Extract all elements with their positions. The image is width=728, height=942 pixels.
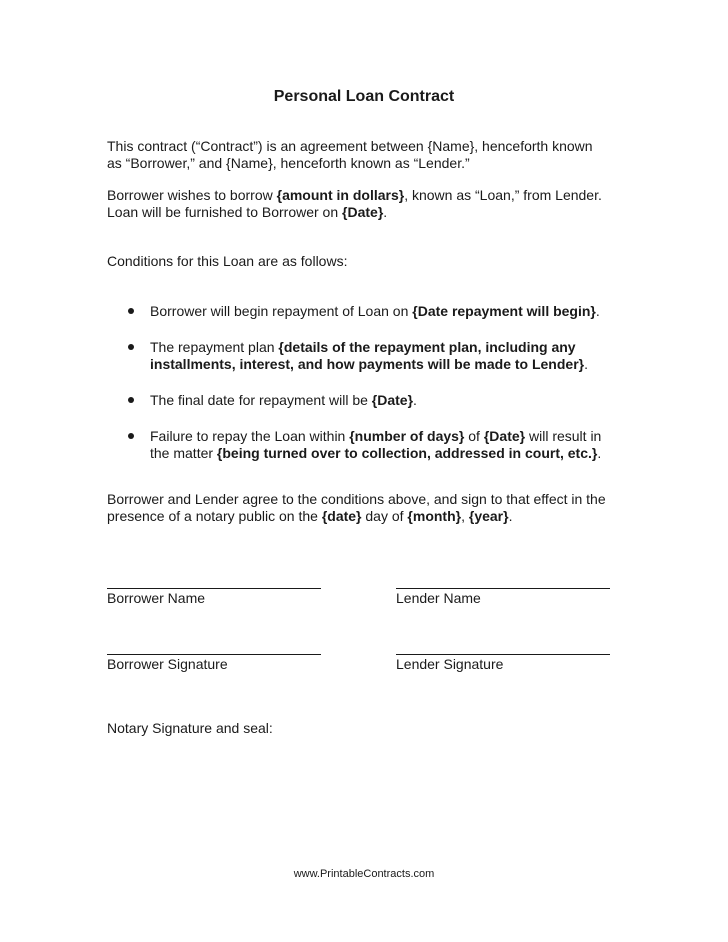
condition-3-text: The final date for repayment will be (150, 392, 372, 408)
amount-placeholder: {amount in dollars} (276, 187, 405, 203)
condition-4-days-placeholder: {number of days} (349, 428, 465, 444)
condition-4-text-2: of (464, 428, 484, 444)
bullet-icon (128, 433, 134, 439)
condition-2-placeholder-2: installments, interest, and how payments will be made to Lender} (150, 356, 585, 372)
notary-label: Notary Signature and seal: (107, 720, 273, 736)
conditions-intro: Conditions for this Loan are as follows: (107, 253, 348, 269)
agreement-text-4: , (461, 508, 469, 524)
agreement-date-placeholder: {date} (321, 508, 362, 524)
lender-signature-label: Lender Signature (396, 656, 504, 672)
condition-3-placeholder: {Date} (371, 392, 414, 408)
condition-4-end: . (597, 445, 602, 461)
borrow-text-1: Borrower wishes to borrow (107, 187, 277, 203)
condition-1-text: Borrower will begin repayment of Loan on (150, 303, 413, 319)
condition-4-text-1: Failure to repay the Loan within (150, 428, 350, 444)
condition-2-placeholder-1: {details of the repayment plan, including any (278, 339, 576, 355)
borrower-name-line[interactable] (107, 588, 321, 589)
footer-url: www.PrintableContracts.com (293, 868, 435, 880)
intro-line-2: as “Borrower,” and {Name}, henceforth known as “Lender.” (107, 155, 470, 171)
condition-item-failure (107, 428, 627, 462)
condition-4-consequence-placeholder: {being turned over to collection, addressed in court, etc.} (216, 445, 598, 461)
document-title: Personal Loan Contract (273, 88, 455, 105)
agreement-text-3: day of (361, 508, 408, 524)
borrow-text-2: , known as “Loan,” from Lender. (404, 187, 602, 203)
conditions-list (107, 303, 627, 481)
condition-4-date-placeholder: {Date} (483, 428, 526, 444)
lender-signature-line[interactable] (396, 654, 610, 655)
borrower-signature-label: Borrower Signature (107, 656, 228, 672)
condition-3-end: . (413, 392, 417, 408)
bullet-icon (128, 397, 134, 403)
borrow-text-4: . (383, 204, 388, 220)
condition-2-text: The repayment plan (150, 339, 279, 355)
condition-item-repayment-plan (107, 339, 627, 373)
agreement-paragraph (107, 491, 627, 525)
condition-4-text-3: will result in (525, 428, 602, 444)
agreement-text-1: Borrower and Lender agree to the conditions above, and sign to that effect in the (107, 491, 606, 507)
bullet-icon (128, 344, 134, 350)
intro-paragraph (107, 138, 627, 172)
condition-1-end: . (595, 303, 600, 319)
borrow-paragraph (107, 187, 627, 221)
agreement-year-placeholder: {year} (468, 508, 509, 524)
borrow-text-3: Loan will be furnished to Borrower on (107, 204, 343, 220)
lender-name-label: Lender Name (396, 590, 481, 606)
furnish-date-placeholder: {Date} (342, 204, 384, 220)
condition-2-end: . (584, 356, 588, 372)
bullet-icon (128, 308, 134, 314)
intro-line-1: This contract (“Contract”) is an agreement between {Name}, henceforth known (107, 138, 593, 154)
borrower-name-label: Borrower Name (107, 590, 206, 606)
condition-item-final-date (107, 392, 627, 409)
lender-name-line[interactable] (396, 588, 610, 589)
agreement-text-5: . (508, 508, 513, 524)
condition-item-repayment-start (107, 303, 627, 320)
condition-1-placeholder: {Date repayment will begin} (412, 303, 596, 319)
condition-4-text-4: the matter (150, 445, 217, 461)
agreement-month-placeholder: {month} (407, 508, 462, 524)
agreement-text-2: presence of a notary public on the (107, 508, 322, 524)
borrower-signature-line[interactable] (107, 654, 321, 655)
